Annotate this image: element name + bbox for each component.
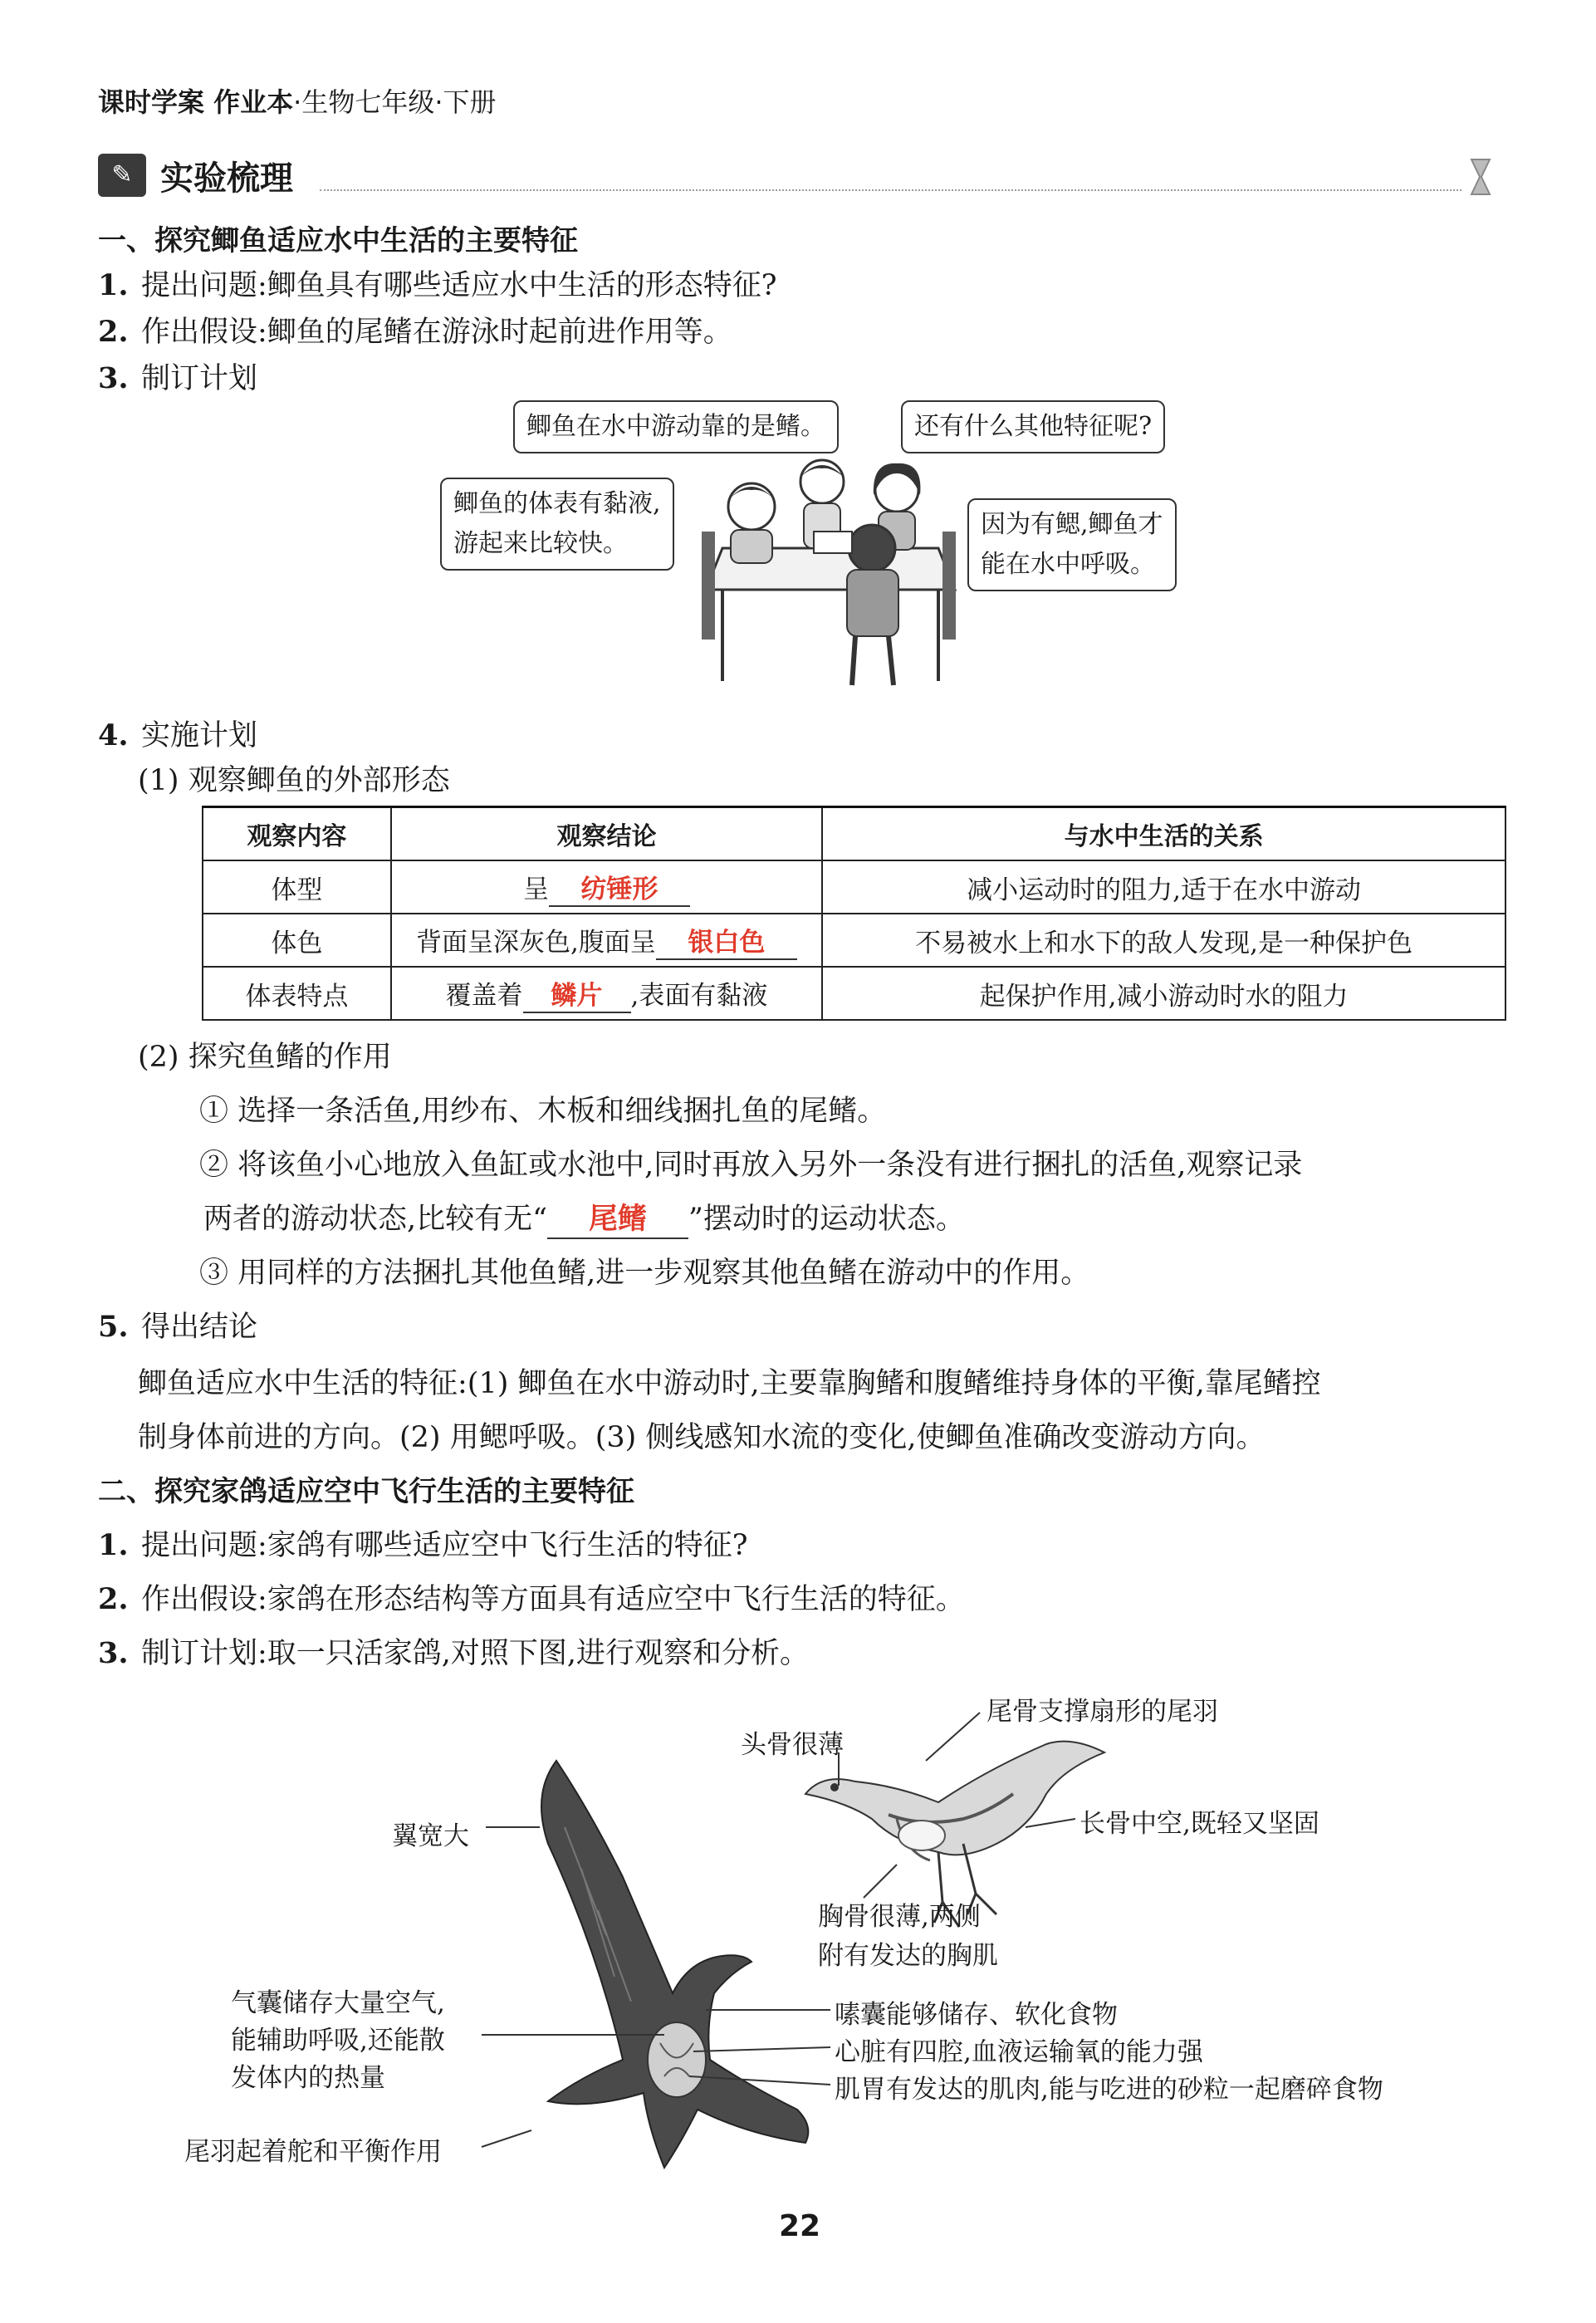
conclusion-line-2: 制身体前进的方向。(2) 用鳃呼吸。(3) 侧线感知水流的变化,使鲫鱼准确改变游动方向。 [138, 1421, 1266, 1454]
section-pencil-icon: ✎ [98, 154, 146, 197]
table-header: 观察结论 [391, 807, 822, 861]
table-cell: 减小运动时的阻力,适于在水中游动 [822, 860, 1505, 914]
fin-step-2-line-2: 两者的游动状态,比较有无“ 尾鳍 ”摆动时的运动状态。 [203, 1196, 965, 1239]
part2-title: 二、探究家鸽适应空中飞行生活的主要特征 [98, 1475, 634, 1508]
conclusion-line-1: 鲫鱼适应水中生活的特征:(1) 鲫鱼在水中游动时,主要靠胸鳍和腹鳍维持身体的平衡,靠尾鳍控 [138, 1367, 1321, 1400]
table-cell: 不易被水上和水下的敌人发现,是一种保护色 [822, 914, 1505, 967]
speech-bubble-fins: 鲫鱼在水中游动靠的是鳍。 [513, 400, 839, 453]
speech-bubble-mucus: 鲫鱼的体表有黏液, 游起来比较快。 [440, 478, 674, 571]
part2-item-2: 2. 作出假设:家鸽在形态结构等方面具有适应空中飞行生活的特征。 [98, 1582, 965, 1616]
sub-heading-fin-function: (2) 探究鱼鳍的作用 [138, 1041, 392, 1074]
label-skull: 头骨很薄 [741, 1730, 844, 1760]
answer-blank: 尾鳍 [547, 1196, 688, 1239]
table-cell: 体表特点 [203, 967, 391, 1020]
answer-blank: 鳞片 [523, 974, 631, 1013]
part1-step-4: 4. 实施计划 [98, 718, 258, 752]
part2-item-3: 3. 制订计划:取一只活家鸽,对照下图,进行观察和分析。 [98, 1636, 810, 1670]
part2-item-1: 1. 提出问题:家鸽有哪些适应空中飞行生活的特征? [98, 1528, 748, 1562]
table-cell: 呈 纺锤形 [391, 860, 822, 914]
label-gizzard: 肌胃有发达的肌肉,能与吃进的砂粒一起磨碎食物 [835, 2075, 1383, 2105]
table-header: 观察内容 [203, 807, 391, 861]
part1-item-2: 2. 作出假设:鲫鱼的尾鳍在游泳时起前进作用等。 [98, 315, 732, 349]
header-book-title: 课时学案 作业本 [98, 86, 294, 118]
speech-bubble-other-features: 还有什么其他特征呢? [901, 400, 1165, 453]
label-tail-feathers: 尾羽起着舵和平衡作用 [184, 2137, 442, 2167]
part1-title: 一、探究鲫鱼适应水中生活的主要特征 [98, 224, 578, 257]
part1-item-3: 3. 制订计划 [98, 361, 258, 395]
table-cell: 起保护作用,减小游动时水的阻力 [822, 967, 1505, 1020]
page-number: 22 [779, 2209, 821, 2243]
table-header: 与水中生活的关系 [822, 807, 1505, 861]
label-wing: 翼宽大 [392, 1821, 469, 1851]
fin-step-1: ① 选择一条活鱼,用纱布、木板和细线捆扎鱼的尾鳍。 [199, 1095, 887, 1128]
fin-step-2-line-1: ② 将该鱼小心地放入鱼缸或水池中,同时再放入另外一条没有进行捆扎的活鱼,观察记录 [199, 1149, 1303, 1182]
sub-heading-external-form: (1) 观察鲫鱼的外部形态 [138, 764, 450, 797]
table-cell: 体色 [203, 914, 391, 967]
label-heart: 心脏有四腔,血液运输氧的能力强 [835, 2037, 1203, 2067]
speech-bubble-gills: 因为有鳃,鲫鱼才 能在水中呼吸。 [967, 498, 1177, 591]
header-subtitle: ·生物七年级·下册 [293, 86, 497, 118]
table-cell: 覆盖着 鳞片 ,表面有黏液 [391, 967, 822, 1020]
table-cell: 背面呈深灰色,腹面呈 银白色 [391, 914, 822, 967]
label-tail-bone: 尾骨支撑扇形的尾羽 [986, 1697, 1218, 1727]
label-long-bone: 长骨中空,既轻又坚固 [1080, 1809, 1319, 1839]
table-cell: 体型 [203, 860, 391, 914]
part1-step-5: 5. 得出结论 [98, 1310, 258, 1344]
section-title: 实验梳理 [160, 159, 293, 198]
answer-blank: 纺锤形 [549, 868, 690, 907]
answer-blank: 银白色 [656, 921, 797, 960]
label-crop: 嗉囊能够储存、软化食物 [835, 2000, 1118, 2030]
label-sternum: 胸骨很薄,两侧 附有发达的胸肌 [818, 1902, 998, 1971]
label-air-sac: 气囊储存大量空气, 能辅助呼吸,还能散 发体内的热量 [231, 1988, 445, 2093]
part1-item-1: 1. 提出问题:鲫鱼具有哪些适应水中生活的形态特征? [98, 268, 777, 302]
fin-step-3: ③ 用同样的方法捆扎其他鱼鳍,进一步观察其他鱼鳍在游动中的作用。 [199, 1257, 1090, 1290]
